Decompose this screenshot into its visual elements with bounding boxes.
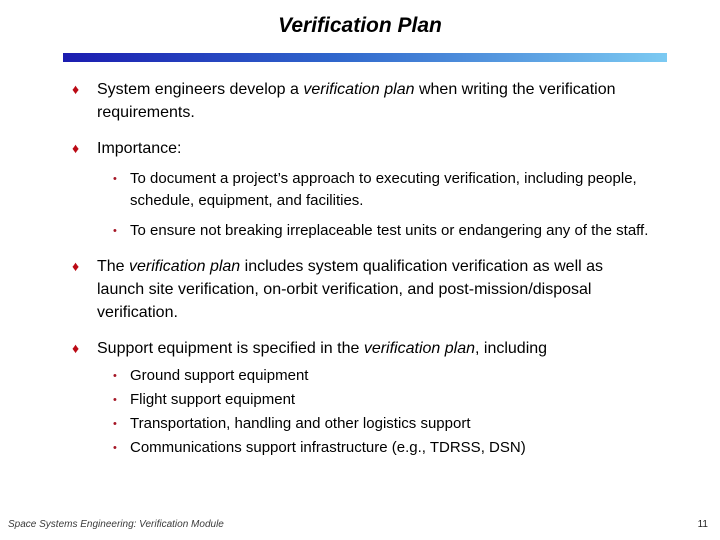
bullet-item <box>113 414 662 434</box>
bullet-text <box>130 390 662 410</box>
diamond-bullet-icon: ♦ <box>72 340 80 356</box>
title-divider-bar <box>63 53 667 62</box>
bullet-text <box>130 438 662 458</box>
dot-bullet-icon: • <box>113 225 117 237</box>
text-segment: To ensure not breaking irreplaceable test units or endangering any of the staff. <box>130 222 649 239</box>
footer <box>8 519 708 530</box>
bullet-text <box>130 366 662 386</box>
text-segment: The <box>97 258 130 275</box>
dot-bullet-icon: • <box>113 394 117 406</box>
bullet-text <box>130 414 662 434</box>
bullet-item <box>72 255 662 324</box>
dot-bullet-icon: • <box>113 442 117 454</box>
bullet-text <box>97 255 653 324</box>
text-segment: Importance: <box>97 140 182 157</box>
text-segment: includes system qualification verification as well as launch site verification, on-orbit verification, and post-mission/disposal verification. <box>97 258 604 321</box>
bullet-text <box>97 78 653 124</box>
diamond-bullet-icon: ♦ <box>72 258 80 274</box>
diamond-bullet-icon: ♦ <box>72 140 80 156</box>
text-segment: Support equipment is specified in the <box>97 340 364 357</box>
page-title: Verification Plan <box>278 14 442 37</box>
text-segment: System engineers develop a <box>97 81 304 98</box>
bullet-item <box>113 168 662 212</box>
bullet-text <box>130 168 662 212</box>
text-segment: To document a project’s approach to executing verification, including people, schedule, equipment, and facilities. <box>130 170 637 209</box>
text-segment: , including <box>475 340 548 357</box>
emphasized-term: verification plan <box>303 81 415 98</box>
dot-bullet-icon: • <box>113 370 117 382</box>
bullet-list <box>72 78 662 458</box>
bullet-text <box>97 337 653 360</box>
text-segment: Ground support equipment <box>130 367 309 384</box>
bullet-item <box>113 438 662 458</box>
bullet-text <box>97 137 653 160</box>
dot-bullet-icon: • <box>113 418 117 430</box>
text-segment: when writing the verification requirements. <box>97 81 616 121</box>
page-number: 11 <box>697 519 708 530</box>
bullet-item <box>113 390 662 410</box>
bullet-item <box>113 220 662 242</box>
footer-text: Space Systems Engineering: Verification Module <box>8 519 224 530</box>
text-segment: Communications support infrastructure (e.g., TDRSS, DSN) <box>130 439 526 456</box>
bullet-item <box>113 366 662 386</box>
dot-bullet-icon: • <box>113 173 117 185</box>
text-segment: Transportation, handling and other logistics support <box>130 415 471 432</box>
bullet-item <box>72 78 662 124</box>
text-segment: Flight support equipment <box>130 391 296 408</box>
bullet-text <box>130 220 662 242</box>
diamond-bullet-icon: ♦ <box>72 81 80 97</box>
bullet-item <box>72 337 662 360</box>
bullet-item <box>72 137 662 160</box>
emphasized-term: verification plan <box>363 340 475 357</box>
emphasized-term: verification plan <box>129 258 241 275</box>
